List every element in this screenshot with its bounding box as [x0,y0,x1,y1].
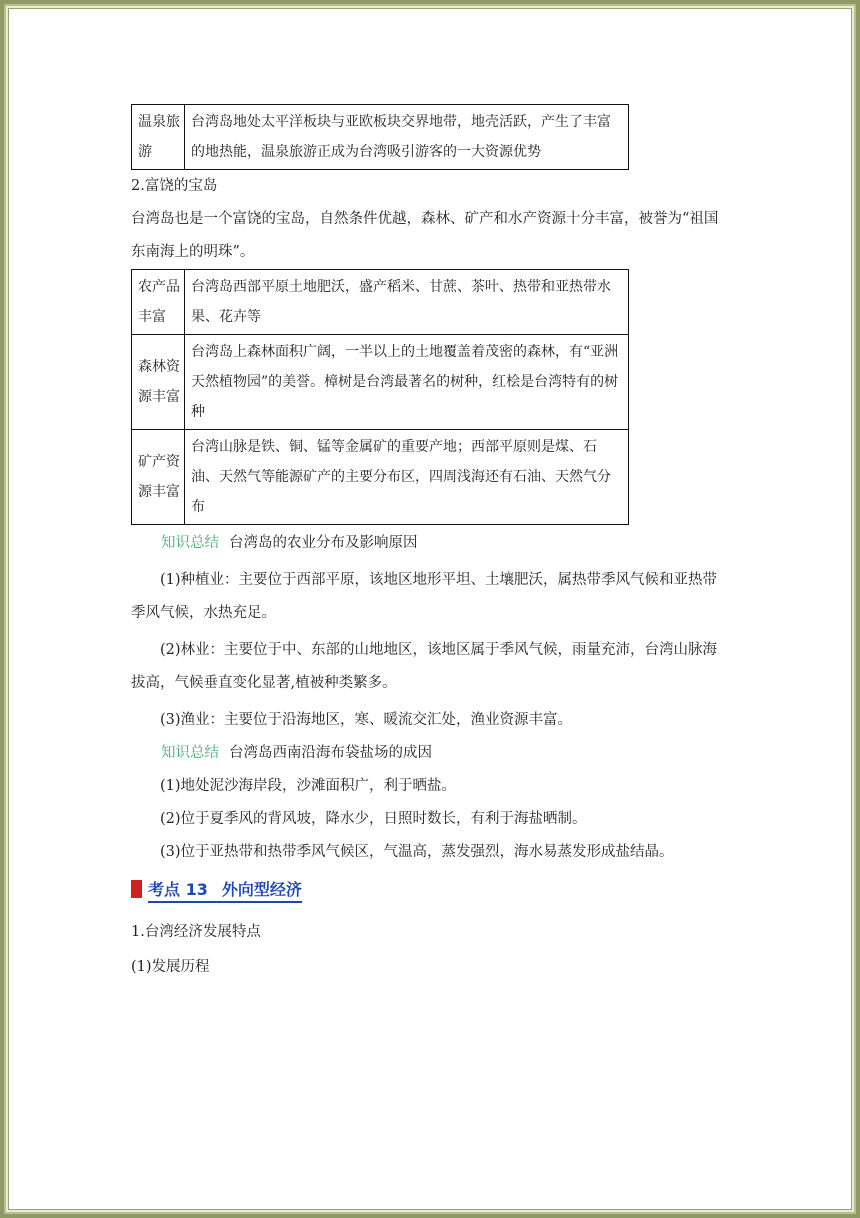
kaodian-heading [131,875,302,905]
list-item: (2)林业：主要位于中、东部的山地地区，该地区属于季风气候，雨量充沛，台湾山脉海拔高，气候垂直变化显著,植被种类繁多。 [131,642,718,691]
summary-title: 台湾岛西南沿海布袋盐场的成因 [229,745,432,761]
section-title: 2.富饶的宝岛 [131,178,218,194]
table-row [132,270,629,335]
table-value-cell: 台湾山脉是铁、铜、锰等金属矿的重要产地；西部平原则是煤、石油、天然气等能源矿产的主要分布区，四周浅海还有石油、天然气分布 [185,430,629,525]
subsection-title: (1)发展历程 [131,959,210,975]
table-key-cell: 矿产资源丰富 [132,430,185,525]
summary-title: 台湾岛的农业分布及影响原因 [229,535,418,551]
resources-table [131,269,629,525]
table-row [132,335,629,430]
hot-spring-table [131,104,629,170]
summary-heading [131,737,731,770]
summary-heading [131,527,731,560]
red-bar-icon [131,880,142,898]
knowledge-summary-tag: 知识总结 [161,535,219,551]
section-intro: 台湾岛也是一个富饶的宝岛，自然条件优越，森林、矿产和水产资源十分丰富，被誉为“祖国东南海上的明珠”。 [131,211,719,260]
table-value-cell: 台湾岛上森林面积广阔，一半以上的土地覆盖着茂密的森林，有“亚洲天然植物园”的美誉。樟树是台湾最著名的树种，红桧是台湾特有的树种 [185,335,629,430]
table-value-cell: 台湾岛西部平原土地肥沃，盛产稻米、甘蔗、茶叶、热带和亚热带水果、花卉等 [185,270,629,335]
table-row [132,430,629,525]
table-row [132,105,629,170]
knowledge-summary-tag: 知识总结 [161,745,219,761]
list-item: (1)地处泥沙海岸段，沙滩面积广，利于晒盐。 [160,778,457,794]
kaodian-title: 外向型经济 [221,880,302,899]
section-title: 1.台湾经济发展特点 [131,924,261,940]
list-item: (1)种植业：主要位于西部平原，该地区地形平坦、土壤肥沃，属热带季风气候和亚热带季风气候，水热充足。 [131,572,718,621]
table-key-cell: 农产品丰富 [132,270,185,335]
list-item: (3)渔业：主要位于沿海地区，寒、暖流交汇处，渔业资源丰富。 [160,712,573,728]
list-item: (2)位于夏季风的背风坡，降水少，日照时数长，有利于海盐晒制。 [160,811,587,827]
list-item: (3)位于亚热带和热带季风气候区，气温高，蒸发强烈，海水易蒸发形成盐结晶。 [160,844,674,860]
heading-underline [148,901,302,903]
table-key-cell: 温泉旅游 [132,105,185,170]
document-content [131,104,731,984]
table-key-cell: 森林资源丰富 [132,335,185,430]
kaodian-label: 考点 13 [148,880,208,899]
table-value-cell: 台湾岛地处太平洋板块与亚欧板块交界地带，地壳活跃，产生了丰富的地热能，温泉旅游正成为台湾吸引游客的一大资源优势 [185,105,629,170]
